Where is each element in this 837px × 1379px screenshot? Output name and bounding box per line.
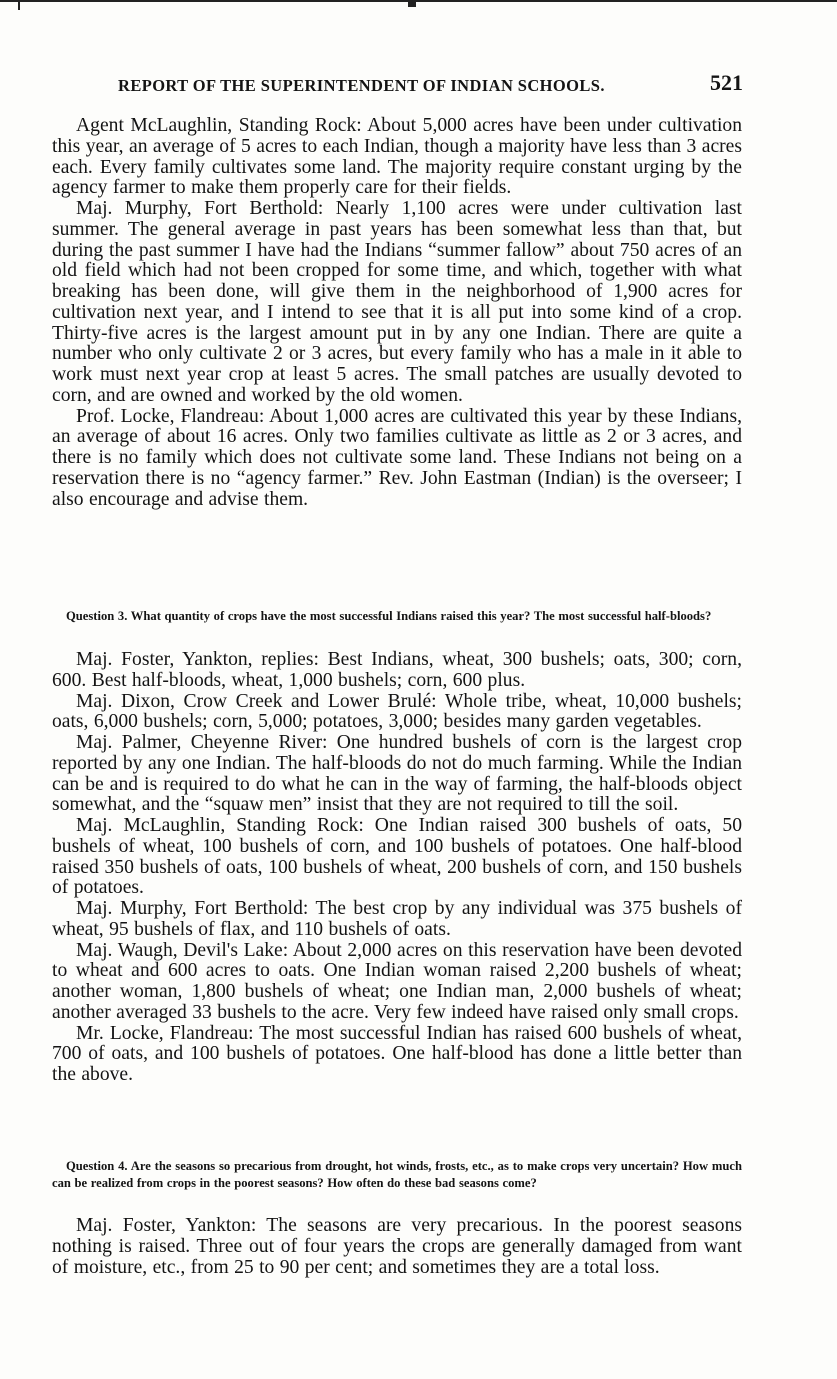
running-head: REPORT OF THE SUPERINTENDENT OF INDIAN SCHOOLS. bbox=[118, 76, 605, 95]
question-4-text: Question 4. Are the seasons so precarious from drought, hot winds, frosts, etc., as to make crops very uncertain? How much can be realized from crops in the poorest seasons? How often do these bad seasons come? bbox=[52, 1159, 742, 1190]
page-top-edge bbox=[0, 0, 837, 12]
section-question-4-answers bbox=[52, 1216, 742, 1278]
paragraph-murphy-acres: Maj. Murphy, Fort Berthold: Nearly 1,100 acres were under cultivation last summer. The general average in past years has been somewhat less than that, but during the past summer I have had the Indians “summer fallow” about 750 acres of an old field which had not been cropped for some time, and which, together with what breaking has been done, will give them in the neighborhood of 1,900 acres for cultivation next year, and I intend to see that it is all put into some kind of a crop. Thirty-five acres is the largest amount put in by any one Indian. There are quite a number who only cultivate 2 or 3 acres, but every family who has a male in it able to work must next year crop at least 5 acres. The small patches are usually devoted to corn, and are owned and worked by the old women. bbox=[52, 198, 742, 406]
question-3 bbox=[52, 608, 742, 625]
paragraph-foster-seasons: Maj. Foster, Yankton: The seasons are very precarious. In the poorest seasons nothing is raised. Three out of four years the crops are generally damaged from want of moisture, etc., from 25 to 90 per cent; and sometimes they are a total loss. bbox=[52, 1215, 742, 1278]
section-question-3-answers bbox=[52, 650, 742, 1086]
page-header bbox=[118, 72, 743, 102]
paragraph-waugh-crops: Maj. Waugh, Devil's Lake: About 2,000 acres on this reservation have been devoted to wheat and 600 acres to oats. One Indian woman raised 2,200 bushels of wheat; another woman, 1,800 bushels of wheat; one Indian man, 2,000 bushels of wheat; another averaged 33 bushels to the acre. Very few indeed have raised only small crops. bbox=[52, 939, 742, 1023]
paragraph-dixon-crops: Maj. Dixon, Crow Creek and Lower Brulé: Whole tribe, wheat, 10,000 bushels; oats, 6,000 bushels; corn, 5,000; potatoes, 3,000; besides many garden vegetables. bbox=[52, 690, 742, 733]
paragraph-mclaughlin-crops: Maj. McLaughlin, Standing Rock: One Indian raised 300 bushels of oats, 50 bushels of wheat, 100 bushels of corn, and 100 bushels of potatoes. One half-blood raised 350 bushels of oats, 100 bushels of wheat, 200 bushels of corn, and 150 bushels of potatoes. bbox=[52, 815, 742, 899]
edge-mark bbox=[408, 2, 416, 7]
paragraph-mclaughlin-acres: Agent McLaughlin, Standing Rock: About 5,000 acres have been under cultivation this year, an average of 5 acres to each Indian, though a majority have less than 3 acres each. Every family cultivates some land. The majority require constant urging by the agency farmer to make them properly care for their fields. bbox=[52, 115, 742, 199]
paragraph-locke-crops: Mr. Locke, Flandreau: The most successful Indian has raised 600 bushels of wheat, 700 of oats, and 100 bushels of potatoes. One half-blood has done a little better than the above. bbox=[52, 1022, 742, 1085]
edge-mark bbox=[18, 0, 20, 10]
section-question-2-answers bbox=[52, 116, 742, 510]
page-number: 521 bbox=[710, 70, 743, 95]
paragraph-palmer-crops: Maj. Palmer, Cheyenne River: One hundred bushels of corn is the largest crop reported by any one Indian. The half-bloods do not do much farming. While the Indian can be and is required to do what he can in the way of farming, the half-bloods object somewhat, and the “squaw men” insist that they are not required to till the soil. bbox=[52, 732, 742, 816]
paragraph-murphy-crops: Maj. Murphy, Fort Berthold: The best crop by any individual was 375 bushels of wheat, 95 bushels of flax, and 110 bushels of oats. bbox=[52, 898, 742, 940]
paragraph-locke-acres: Prof. Locke, Flandreau: About 1,000 acres are cultivated this year by these Indians, an average of about 16 acres. Only two families cultivate as little as 2 or 3 acres, and there is no family which does not cultivate some land. These Indians not being on a reservation there is no “agency farmer.” Rev. John Eastman (Indian) is the overseer; I also encourage and advise them. bbox=[52, 405, 742, 510]
question-3-text: Question 3. What quantity of crops have the most successful Indians raised this year? The most successful half-bloods? bbox=[66, 609, 712, 623]
question-4 bbox=[52, 1158, 742, 1191]
paragraph-foster-crops: Maj. Foster, Yankton, replies: Best Indians, wheat, 300 bushels; oats, 300; corn, 600. Best half-bloods, wheat, 1,000 bushels; corn, 600 plus. bbox=[52, 649, 742, 691]
